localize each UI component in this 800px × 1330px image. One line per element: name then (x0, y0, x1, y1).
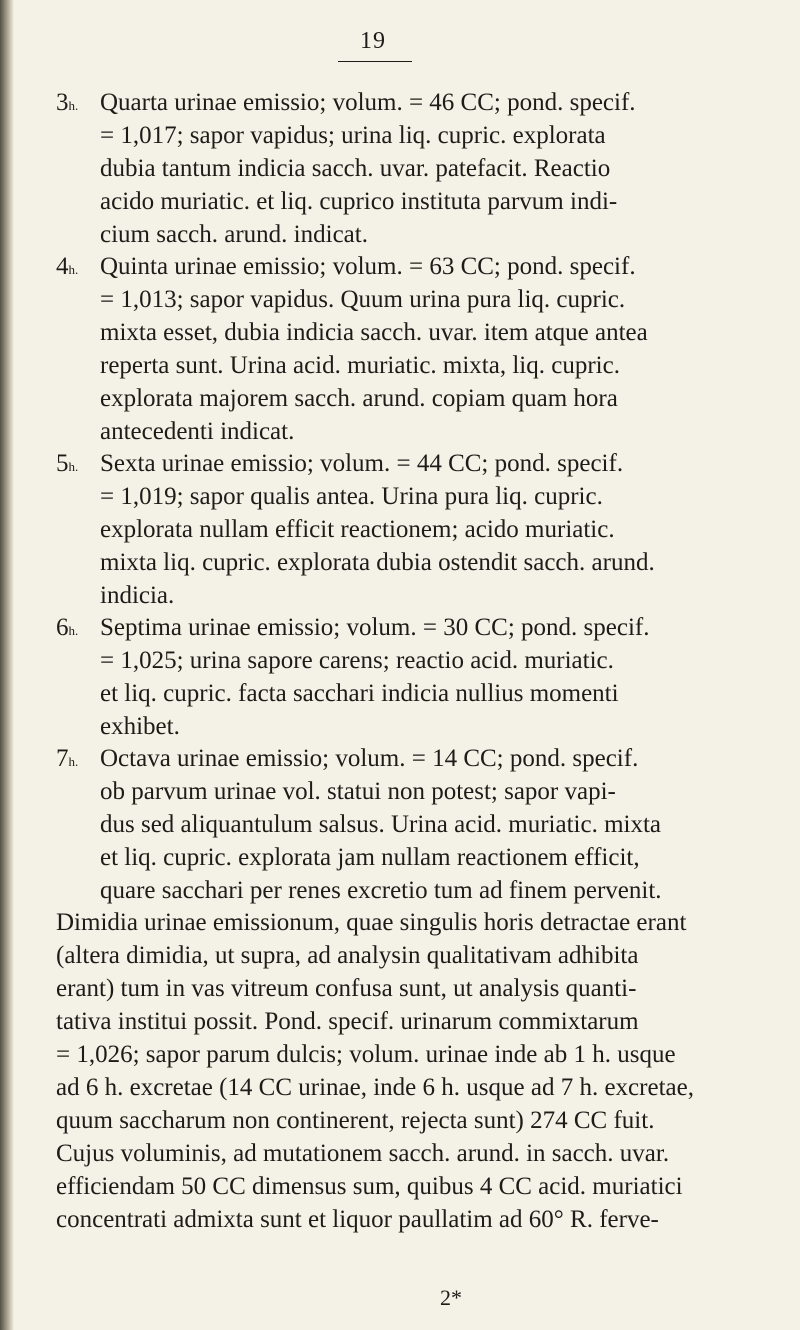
entry-text: Septima urinae emissio; volum. = 30 CC; pond. specif. = 1,025; urina sapore carens; reactio acid. muriatic. et liq. cupric. facta sacchari indicia nullius momenti exhibet. (100, 614, 650, 740)
hour-label: $4^{h.}$ (56, 253, 79, 280)
entry-text: Quarta urinae emissio; volum. = 46 CC; pond. specif. = 1,017; sapor vapidus; urina liq. cupric. explorata dubia tantum indicia sacch. uvar. patefacit. Reactio acido muriatic. et liq. cuprico instituta parvum indi- cium sacch. arund. indicat. (100, 89, 636, 248)
closing-paragraph: Dimidia urinae emissionum, quae singulis horis detractae erant (altera dimidia, ut supra, ad analysin qualitativam adhibita erant) tum in vas vitreum confusa sunt, ut analysis quanti- tativa institui possit. Pond. specif. urinarum commixtarum = 1,026; sapor parum dulcis; volum. urinae inde ab 1 h. usque ad 6 h. excretae (14 CC urinae, inde 6 h. usque ad 7 h. excretae, quum saccharum non continerent, rejecta sunt) 274 CC fuit. Cujus voluminis, ad mutationem sacch. arund. in sacch. uvar. efficiendam 50 CC dimensus sum, quibus 4 CC acid. muriatici concentrati admixta sunt et liquor paullatim ad 60° R. ferve- (56, 909, 694, 1233)
page-number-underline (338, 61, 412, 62)
entry-text: Octava urinae emissio; volum. = 14 CC; pond. specif. ob parvum urinae vol. statui non potest; sapor vapi- dus sed aliquantulum salsus. Urina acid. muriatic. mixta et liq. cupric. explorata jam nullam reactionem efficit, quare sacchari per renes excretio tum ad finem pervenit. (100, 745, 662, 904)
hour-label: $3^{h.}$ (56, 89, 79, 116)
page-number: 19 (360, 28, 386, 54)
hour-entry-6 (56, 611, 776, 743)
hour-entry-5 (56, 447, 776, 612)
hour-label: $5^{h.}$ (56, 450, 79, 477)
hour-label: $6^{h.}$ (56, 614, 79, 641)
hour-entry-4 (56, 250, 776, 448)
hour-label: $7^{h.}$ (56, 745, 79, 772)
signature-mark: 2* (440, 1285, 462, 1310)
entry-text: Sexta urinae emissio; volum. = 44 CC; pond. specif. = 1,019; sapor qualis antea. Urina pura liq. cupric. explorata nullam efficit reactionem; acido muriatic. mixta liq. cupric. explorata dubia ostendit sacch. arund. indicia. (100, 450, 655, 609)
entry-text: Quinta urinae emissio; volum. = 63 CC; pond. specif. = 1,013; sapor vapidus. Quum urina pura liq. cupric. mixta esset, dubia indicia sacch. uvar. item atque antea reperta sunt. Urina acid. muriatic. mixta, liq. cupric. explorata majorem sacch. arund. copiam quam hora antecedenti indicat. (100, 253, 648, 445)
hour-entry-3 (56, 86, 776, 251)
page-binding-edge (0, 0, 14, 1330)
hour-entry-7 (56, 742, 776, 907)
